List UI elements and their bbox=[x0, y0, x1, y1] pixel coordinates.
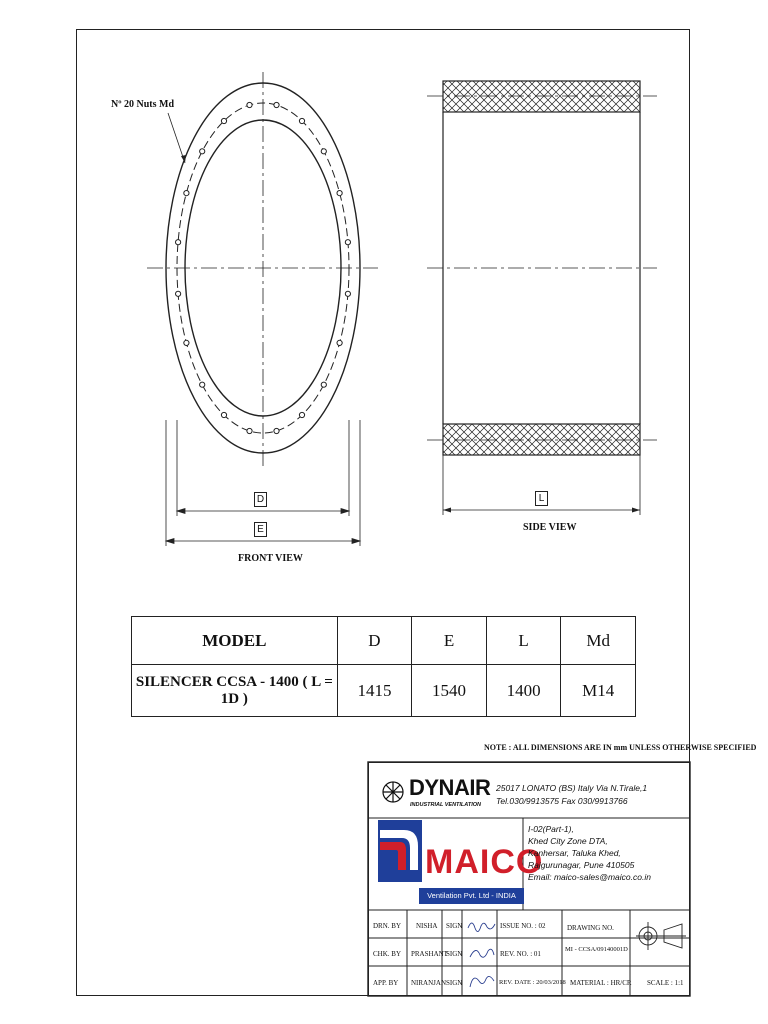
cell-d: 1415 bbox=[337, 665, 412, 717]
dimension-note: NOTE : ALL DIMENSIONS ARE IN mm UNLESS OTHERWISE SPECIFIED bbox=[484, 743, 757, 752]
header-d: D bbox=[337, 617, 412, 665]
header-model: MODEL bbox=[132, 617, 338, 665]
app-by-name: NIRANJAN bbox=[411, 979, 446, 987]
signature-nisha bbox=[468, 923, 495, 932]
app-sign-label: SIGN bbox=[446, 979, 463, 987]
cell-l: 1400 bbox=[486, 665, 561, 717]
dim-e-label: E bbox=[254, 522, 267, 537]
drn-sign-label: SIGN bbox=[446, 922, 463, 930]
drn-by-label: DRN. BY bbox=[373, 922, 402, 930]
maico-email: Email: maico-sales@maico.co.in bbox=[528, 872, 651, 882]
maico-address-2: Khed City Zone DTA, bbox=[528, 836, 608, 846]
rev-no: REV. NO. : 01 bbox=[500, 950, 541, 958]
cell-md: M14 bbox=[561, 665, 636, 717]
header-md: Md bbox=[561, 617, 636, 665]
dynair-address-1: 25017 LONATO (BS) Italy Via N.Tirale,1 bbox=[496, 783, 648, 793]
chk-by-name: PRASHANT bbox=[411, 950, 448, 958]
maico-brand: MAICO bbox=[425, 843, 544, 881]
header-e: E bbox=[412, 617, 487, 665]
dynair-brand: DYNAIR bbox=[409, 775, 491, 800]
front-view-label: FRONT VIEW bbox=[238, 553, 303, 564]
maico-address-4: Rajgurunagar, Pune 410505 bbox=[528, 860, 635, 870]
rev-date: REV. DATE : 20/03/2018 bbox=[499, 979, 566, 986]
dim-l-label: L bbox=[535, 491, 548, 506]
header-l: L bbox=[486, 617, 561, 665]
dynair-sub: INDUSTRIAL VENTILATION bbox=[410, 802, 481, 808]
nuts-label: Nº 20 Nuts Md bbox=[111, 99, 175, 110]
cell-model: SILENCER CCSA - 1400 ( L = 1D ) bbox=[132, 665, 338, 717]
maico-address-1: I-02(Part-1), bbox=[528, 824, 574, 834]
side-view-label: SIDE VIEW bbox=[523, 522, 577, 533]
drawing-no: MI - CCSA/09140001D bbox=[565, 946, 628, 953]
app-by-label: APP. BY bbox=[373, 979, 399, 987]
maico-address-3: Kanhersar, Taluka Khed, bbox=[528, 848, 621, 858]
scale: SCALE : 1:1 bbox=[647, 979, 684, 987]
material: MATERIAL : HR/CR bbox=[570, 979, 632, 987]
drn-by-name: NISHA bbox=[416, 922, 438, 930]
chk-sign-label: SIGN bbox=[446, 950, 463, 958]
signature-prashant bbox=[470, 949, 494, 957]
drawing-no-label: DRAWING NO. bbox=[567, 924, 614, 932]
cell-e: 1540 bbox=[412, 665, 487, 717]
dynair-address-2: Tel.030/9913575 Fax 030/9913766 bbox=[496, 796, 628, 806]
signature-niranjan bbox=[470, 976, 494, 987]
dim-d-label: D bbox=[254, 492, 267, 507]
issue-no: ISSUE NO. : 02 bbox=[500, 922, 546, 930]
chk-by-label: CHK. BY bbox=[373, 950, 402, 958]
maico-sub: Ventilation Pvt. Ltd - INDIA bbox=[419, 888, 524, 904]
